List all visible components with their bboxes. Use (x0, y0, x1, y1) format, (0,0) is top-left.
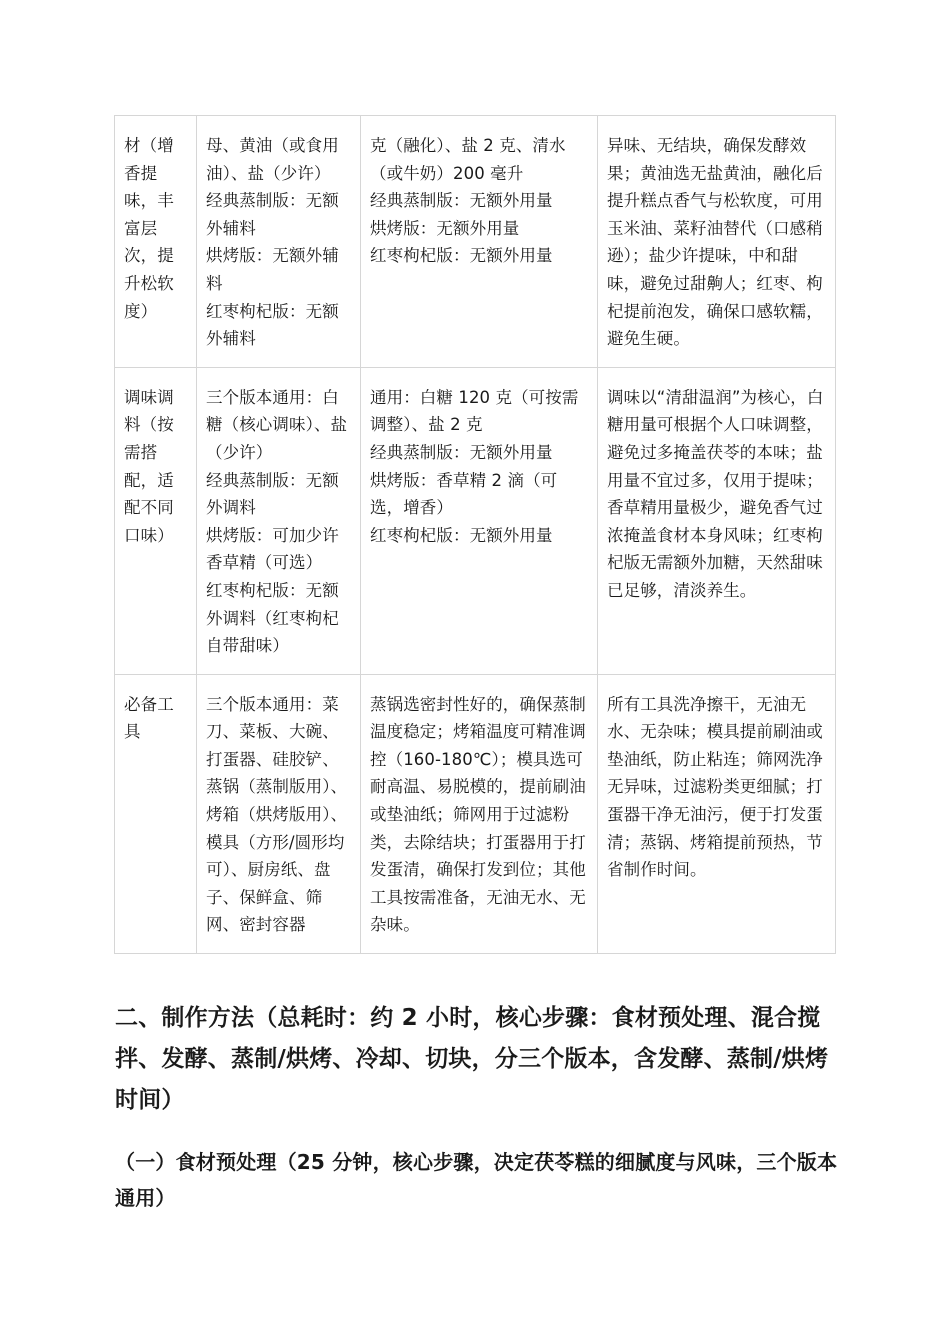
table-cell-ingredients (197, 367, 361, 674)
cell-line: 红枣枸杞版：无额外用量 (370, 525, 553, 545)
table-row (115, 674, 836, 953)
cell-line: 红枣枸杞版：无额外辅料 (206, 301, 339, 349)
table-cell-notes: 异味、无结块，确保发酵效果；黄油选无盐黄油，融化后提升糕点香气与松软度，可用玉米油、菜籽油替代（口感稍逊）；盐少许提味，中和甜味，避免过甜齁人；红枣、枸杞提前泡发，确保口感软糯，避免生硬。 (598, 116, 836, 368)
table-row (115, 116, 836, 368)
table-cell-ingredients (197, 116, 361, 368)
table-cell-notes: 所有工具洗净擦干，无油无水、无杂味；模具提前刷油或垫油纸，防止粘连；筛网洗净无异味，过滤粉类更细腻；打蛋器干净无油污，便于打发蛋清；蒸锅、烤箱提前预热，节省制作时间。 (598, 674, 836, 953)
cell-line: 红枣枸杞版：无额外用量 (370, 246, 553, 266)
table-row (115, 367, 836, 674)
cell-line: 烘烤版：香草精 2 滴（可选，增香） (370, 470, 558, 518)
cell-line: 烘烤版：无额外辅料 (206, 246, 339, 293)
table-cell-category: 必备工具 (115, 674, 197, 953)
cell-line: 经典蒸制版：无额外辅料 (206, 191, 339, 238)
cell-line: 烘烤版：无额外用量 (370, 218, 520, 238)
cell-line: 烘烤版：可加少许香草精（可选） (206, 525, 339, 573)
table-cell-amounts (361, 116, 598, 368)
cell-line: 经典蒸制版：无额外用量 (370, 442, 553, 462)
section-heading: 二、制作方法（总耗时：约 2 小时，核心步骤：食材预处理、混合搅拌、发酵、蒸制/烘烤、冷却、切块，分三个版本，含发酵、蒸制/烘烤时间） (115, 1005, 829, 1113)
cell-line: 通用：白糖 120 克（可按需调整）、盐 2 克 (370, 387, 579, 435)
cell-line: 三个版本通用：白糖（核心调味）、盐（少许） (206, 387, 348, 462)
ingredients-table (114, 115, 836, 954)
cell-line: 红枣枸杞版：无额外调料（红枣枸杞自带甜味） (206, 580, 339, 656)
table-cell-category: 调味调料（按需搭配，适配不同口味） (115, 367, 197, 674)
cell-line: 蒸锅选密封性好的，确保蒸制温度稳定；烤箱温度可精准调控（160-180℃）；模具选可耐高温、易脱模的，提前刷油或垫油纸；筛网用于过滤粉类，去除结块；打蛋器用于打发蛋清，确保打发到位；其他工具按需准备，无油无水、无杂味。 (370, 694, 586, 935)
cell-line: 经典蒸制版：无额外用量 (370, 191, 553, 211)
cell-line: 三个版本通用：菜刀、菜板、大碗、打蛋器、硅胶铲、蒸锅（蒸制版用）、烤箱（烘烤版用）、模具（方形/圆形均可）、厨房纸、盘子、保鲜盒、筛网、密封容器 (206, 694, 348, 935)
table-cell-notes: 调味以“清甜温润”为核心，白糖用量可根据个人口味调整，避免过多掩盖茯苓的本味；盐用量不宜过多，仅用于提味；香草精用量极少，避免香气过浓掩盖食材本身风味；红枣枸杞版无需额外加糖，天然甜味已足够，清淡养生。 (598, 367, 836, 674)
cell-line: 克（融化）、盐 2 克、清水（或牛奶）200 毫升 (370, 136, 566, 183)
table-cell-category: 材（增香提味，丰富层次，提升松软度） (115, 116, 197, 368)
table-cell-amounts (361, 367, 598, 674)
table-cell-ingredients (197, 674, 361, 953)
table-cell-amounts (361, 674, 598, 953)
subsection-heading: （一）食材预处理（25 分钟，核心步骤，决定茯苓糕的细腻度与风味，三个版本通用） (115, 1150, 838, 1210)
cell-line: 母、黄油（或食用油）、盐（少许） (206, 136, 339, 183)
cell-line: 经典蒸制版：无额外调料 (206, 470, 339, 518)
